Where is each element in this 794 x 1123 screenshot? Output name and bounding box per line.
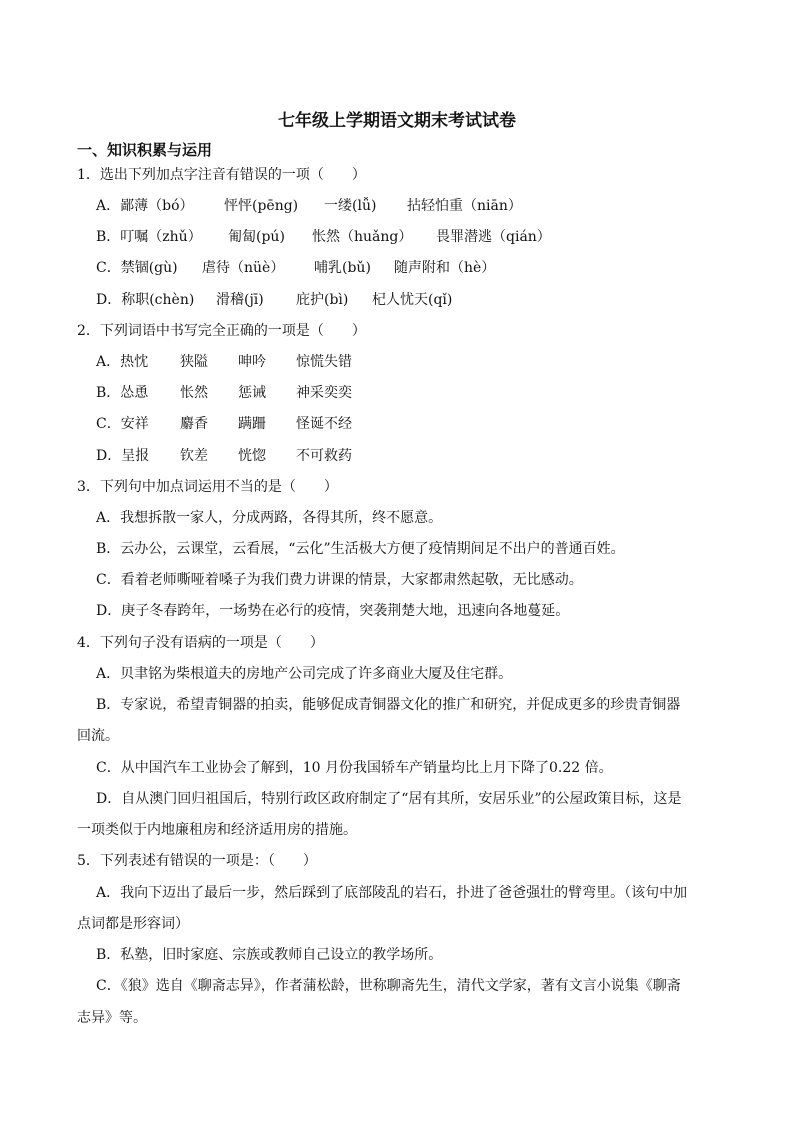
section-heading: 一、知识积累与运用 (77, 141, 213, 159)
option-item: 随声附和（hè） (394, 260, 496, 276)
option-item: D．称职(chèn) (96, 292, 195, 308)
question-2-option-b (96, 384, 352, 402)
option-item: C．禁锢(gù) (96, 260, 178, 276)
question-3-option-a: A．我想拆散一家人，分成两路，各得其所，终不愿意。 (96, 510, 443, 526)
option-item: 惩诫 (238, 385, 266, 401)
question-4-stem: 4．下列句子没有语病的一项是（ ） (77, 635, 324, 651)
option-item: 一缕(lǚ) (324, 198, 377, 214)
question-4-option-a: A．贝聿铭为柴根道夫的房地产公司完成了许多商业大厦及住宅群。 (96, 666, 513, 682)
option-item: 怦怦(pēng) (224, 198, 299, 214)
option-item: 滑稽(jī) (216, 292, 264, 308)
question-2-stem: 2．下列词语中书写完全正确的一项是（ ） (77, 323, 366, 339)
question-1-option-c (96, 259, 495, 277)
option-item: 哺乳(bǔ) (314, 260, 371, 276)
question-1-option-d (96, 291, 452, 309)
option-item: D．呈报 (96, 448, 150, 464)
option-item: 杞人忧天(qǐ) (372, 292, 453, 308)
question-4-option-d: D．自从澳门回归祖国后，特别行政区政府制定了“居有其所，安居乐业”的公屋政策目标，这是 (96, 791, 682, 807)
option-item: 狭隘 (180, 354, 208, 370)
question-1-option-a (96, 197, 522, 215)
question-5-option-a: A．我向下迈出了最后一步，然后踩到了底部陵乱的岩石，扑进了爸爸强壮的臂弯里。（该句中加 (96, 885, 688, 901)
option-item: 钦差 (180, 448, 208, 464)
question-1-option-b (96, 228, 551, 246)
question-4-option-b: B．专家说，希望青铜器的拍卖，能够促成青铜器文化的推广和研究，并促成更多的珍贵青铜器 (96, 697, 681, 713)
question-4-option-d-continued: 一项类似于内地廉租房和经济适用房的措施。 (77, 822, 357, 838)
option-item: 怅然 (180, 385, 208, 401)
option-item: B．叮嘱（zhǔ） (96, 229, 202, 245)
option-item: C．安祥 (96, 416, 149, 432)
question-3-option-d: D．庚子冬春跨年，一场势在必行的疫情，突袭荆楚大地，迅速向各地蔓延。 (96, 603, 570, 619)
option-item: 蹒跚 (238, 416, 266, 432)
question-3-option-c: C．看着老师嘶哑着嗓子为我们费力讲课的情景，大家都肃然起敬，无比感动。 (96, 572, 583, 588)
option-item: 呻吟 (238, 354, 266, 370)
question-2-option-a (96, 353, 352, 371)
option-item: 恍惚 (238, 448, 266, 464)
option-item: 神采奕奕 (296, 385, 352, 401)
option-item: 麝香 (180, 416, 208, 432)
question-3-option-b: B．云办公，云课堂，云看展，“云化”生活极大方便了疫情期间足不出户的普通百姓。 (96, 541, 625, 557)
question-5-option-c: C．《狼》选自《聊斋志异》，作者蒲松龄，世称聊斋先生，清代文学家，著有文言小说集《聊斋 (96, 978, 681, 994)
option-item: 虐待（nüè） (202, 260, 285, 276)
question-5-option-c-continued: 志异》等。 (77, 1010, 147, 1026)
option-item: 怪诞不经 (296, 416, 352, 432)
option-item: B．怂恿 (96, 385, 149, 401)
option-item: 拈轻怕重（niān） (407, 198, 522, 214)
question-3-stem: 3．下列句中加点词运用不当的是（ ） (77, 479, 338, 495)
question-5-stem: 5．下列表述有错误的一项是：（ ） (77, 853, 317, 869)
option-item: 惊慌失错 (296, 354, 352, 370)
option-item: 庇护(bì) (296, 292, 349, 308)
option-item: A．鄙薄（bó） (96, 198, 194, 214)
option-item: 匍匐(pú) (228, 229, 285, 245)
exam-title: 七年级上学期语文期末考试试卷 (278, 111, 516, 131)
option-item: 畏罪潜逃（qián） (436, 229, 551, 245)
option-item: 不可救药 (296, 448, 352, 464)
question-5-option-b: B．私塾，旧时家庭、宗族或教师自己设立的教学场所。 (96, 947, 443, 963)
question-2-option-d (96, 447, 352, 465)
option-item: 怅然（huǎng） (312, 229, 413, 245)
question-1-stem: 1．选出下列加点字注音有错误的一项（ ） (77, 167, 366, 183)
question-5-option-a-continued: 点词都是形容词） (77, 916, 189, 932)
option-item: A．热忱 (96, 354, 149, 370)
question-2-option-c (96, 415, 352, 433)
question-4-option-b-continued: 回流。 (77, 728, 119, 744)
question-4-option-c: C．从中国汽车工业协会了解到，10 月份我国轿车产销量均比上月下降了0.22 倍。 (96, 760, 613, 776)
